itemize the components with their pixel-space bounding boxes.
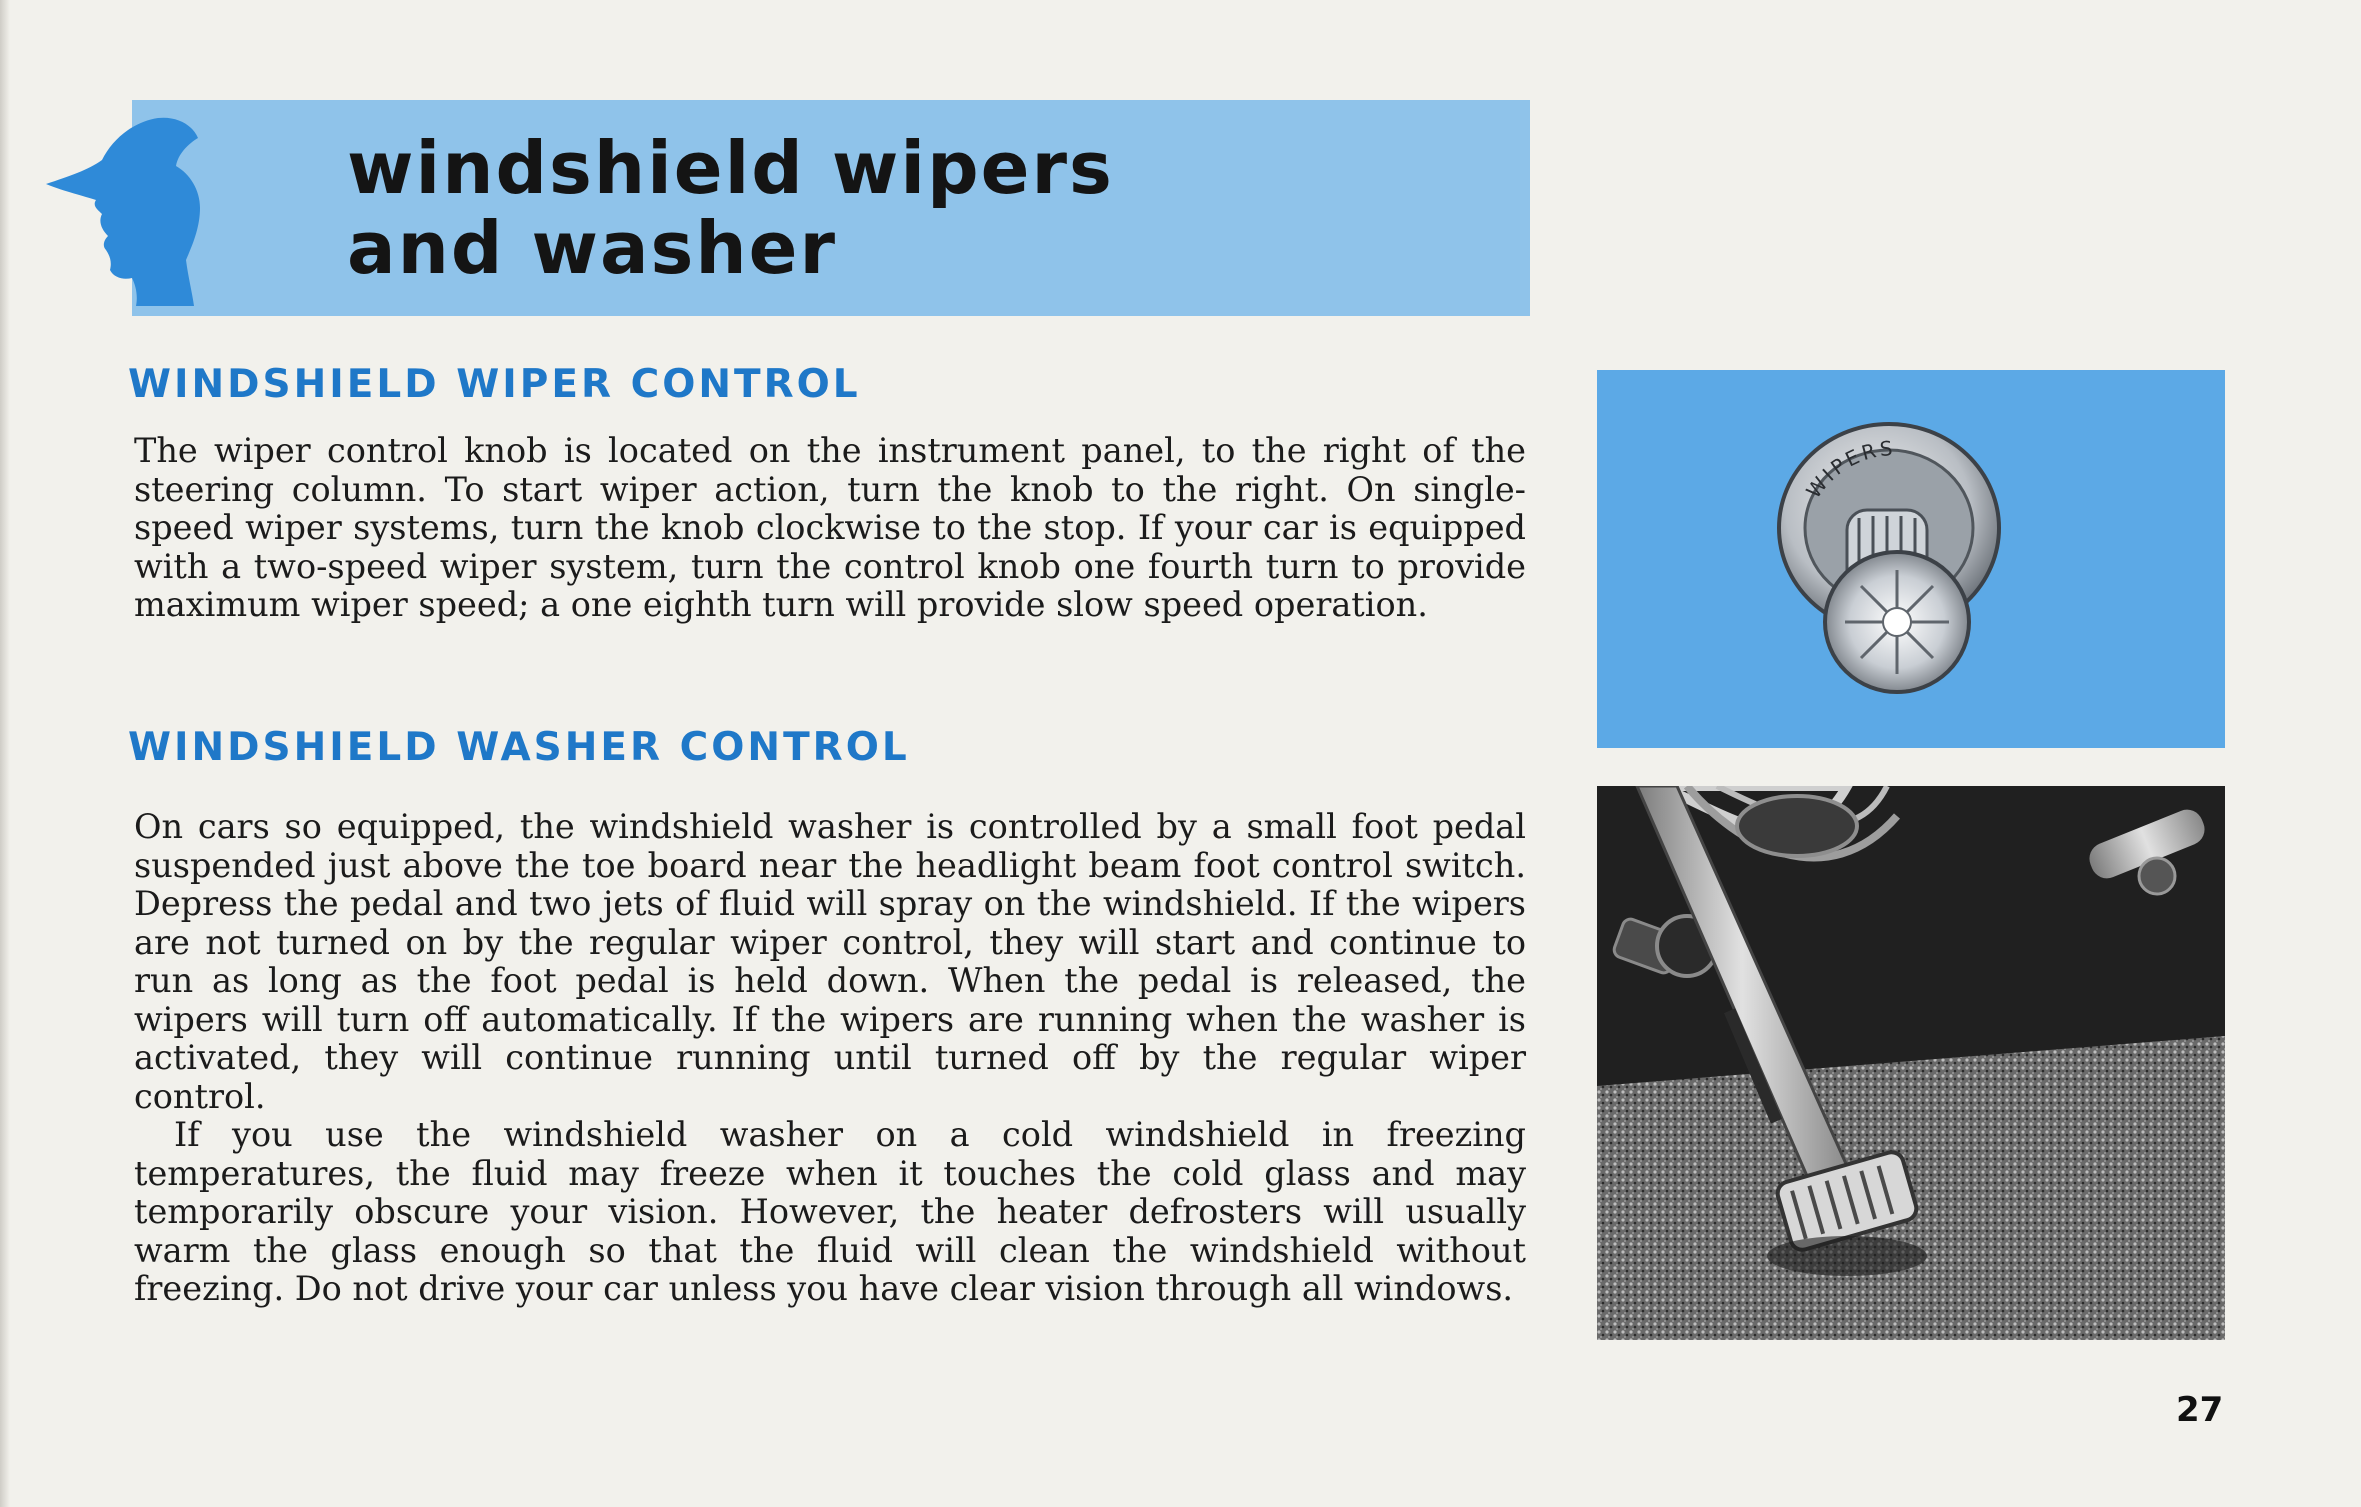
wiper-knob-illustration [1597,370,2225,748]
page-title [347,128,1114,288]
washer-pedal-icon [1597,786,2225,1340]
wiper-control-text [134,432,1526,625]
wiper-knob-icon [1597,370,2225,748]
hatted-head-silhouette-icon [40,110,210,310]
paragraph: If you use the windshield washer on a cold windshield in freezing temperatures, the fluid may freeze when it touches the cold glass and may temporarily obscure your vision. However, the heater defrosters will usually warm the glass enough so that the fluid will clean the windshield without freezing. Do not drive your car unless you have clear vision through all windows. [134,1115,1526,1308]
washer-control-text [134,808,1526,1309]
paragraph: The wiper control knob is located on the instrument panel, to the right of the steering column. To start wiper action, turn the knob to the right. On single-speed wiper systems, turn the knob clockwise to the stop. If your car is equipped with a two-speed wiper system, turn the control knob one fourth turn to provide maximum wiper speed; a one eighth turn will provide slow speed operation. [134,431,1526,624]
page-number: 27 [2176,1390,2224,1430]
section-heading-wiper-control: WINDSHIELD WIPER CONTROL [128,362,861,407]
knob-label: WIPERS [1801,435,1897,503]
paragraph: On cars so equipped, the windshield washer is controlled by a small foot pedal suspended just above the toe board near the headlight beam foot control switch. Depress the pedal and two jets of fluid will spray on the windshield. If the wipers are not turned on by the regular wiper control, they will start and continue to run as long as the foot pedal is held down. When the pedal is released, the wipers will turn off automatically. If the wipers are running when the washer is activated, they will continue running until turned off by the regular wiper control. [134,807,1526,1116]
page-edge [0,0,10,1507]
page-title-line-2: and washer [347,206,838,290]
title-banner [132,100,1530,316]
page-title-line-1: windshield wipers [347,126,1114,210]
washer-pedal-illustration [1597,786,2225,1340]
section-heading-washer-control: WINDSHIELD WASHER CONTROL [128,725,910,770]
